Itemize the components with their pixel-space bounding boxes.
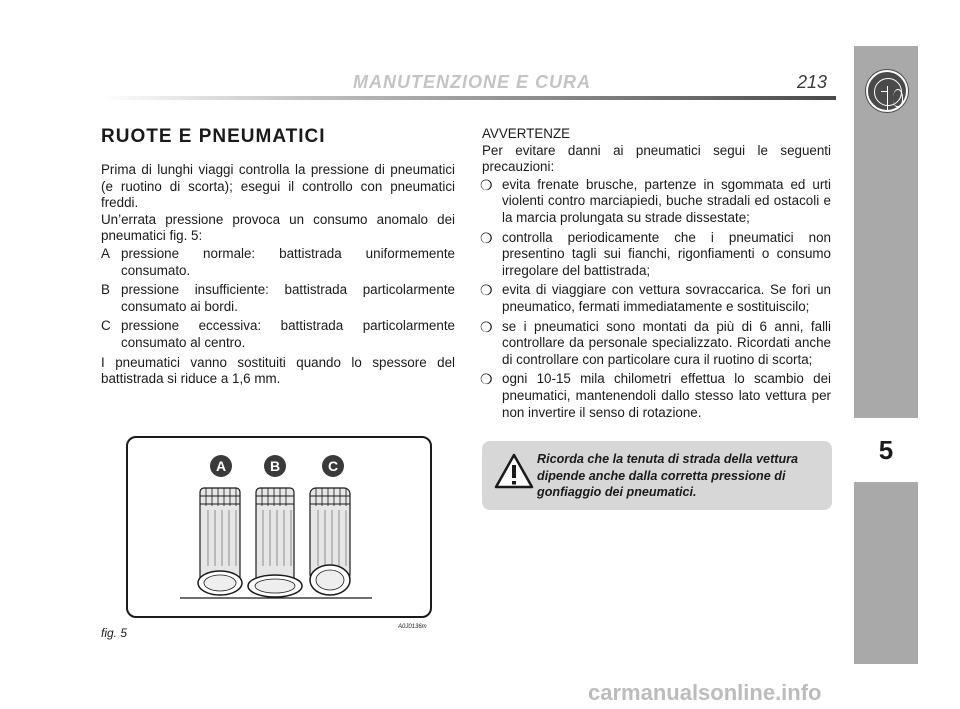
bullet-circle-icon: ❍ [480,318,493,335]
bullet-text: ogni 10-15 mila chilometri effettua lo scambio dei pneumatici, mantenendoli dallo stesso lato vettura per non invertire il senso di rotazione. [502,371,831,420]
warning-box [482,441,832,510]
warnings-heading: AVVERTENZE [482,126,571,141]
label-c: C [327,458,339,474]
bullet-item [482,319,831,369]
bullet-circle-icon: ❍ [480,282,493,299]
bullet-item [482,282,831,315]
tyre-c [310,488,350,595]
bullet-circle-icon: ❍ [480,176,493,193]
brand-logo-icon [866,70,908,112]
chapter-sidebar [854,46,918,664]
warning-text: Ricorda che la tenuta di strada della vettura dipende anche dalla corretta pressione di gonfiaggio dei pneumatici. [537,452,799,499]
bullet-item [482,177,831,227]
header-rule [100,96,836,100]
bullet-circle-icon: ❍ [480,371,493,388]
figure-frame [126,436,432,618]
list-item [101,246,455,279]
intro-paragraph-2: Un’errata pressione provoca un consumo anomalo dei pneumatici fig. 5: [101,211,455,244]
closing-paragraph: I pneumatici vanno sostituiti quando lo spessore del battistrada si riduce a 1,6 mm. [101,354,455,387]
chapter-number[interactable]: 5 [854,418,918,482]
item-text: pressione eccessiva: battistrada particolarmente consumato al centro. [121,318,455,350]
tyre-b [248,488,302,597]
bullet-circle-icon: ❍ [480,229,493,246]
bullet-text: se i pneumatici sono montati da più di 6 anni, falli controllare da personale specializzato. Ricordati anche di controllare con particolare cura il ruotino di scorta; [502,318,831,367]
warnings-intro: Per evitare danni ai pneumatici segui le seguenti precauzioni: [482,142,831,175]
item-text: pressione normale: battistrada uniformemente consumato. [121,245,455,278]
page-number: 213 [797,72,828,92]
list-item [101,318,455,351]
item-letter: A [101,245,110,261]
intro-paragraph: Prima di lunghi viaggi controlla la pressione di pneumatici (e ruotino di scorta); esegui il controllo con pneumatici freddi. [101,162,455,211]
bullet-text: evita frenate brusche, partenze in sgommata ed urti violenti contro marciapiedi, buche stradali ed ostacoli e la marcia prolungata su strade dissestate; [502,176,831,225]
tyre-wear-illustration [128,438,430,616]
figure-caption: fig. 5 [101,626,128,640]
label-b: B [269,458,281,474]
bullet-item [482,371,831,421]
page-header-title: MANUTENZIONE E CURA [353,72,591,92]
label-a: A [215,458,227,474]
bullet-item [482,230,831,280]
right-column [482,126,831,424]
logo-inner-ring [874,78,902,106]
figure-code: A0J0136m [398,624,427,630]
item-text: pressione insufficiente: battistrada particolarmente consumato ai bordi. [121,282,455,314]
label-badge-c [322,455,344,477]
logo-cross-bar [887,86,888,110]
bullet-text: evita di viaggiare con vettura sovraccarica. Se fori un pneumatico, fermati immediatamente e sostituiscilo; [502,282,831,314]
label-badge-b [264,455,286,477]
bullet-text: controlla periodicamente che i pneumatici non presentino tagli sui fianchi, rigonfiamenti o consumo irregolare del battistrada; [502,229,831,278]
logo-serpent [893,89,903,107]
section-title: RUOTE E PNEUMATICI [101,126,326,147]
item-letter: B [101,282,110,298]
left-column [101,162,455,388]
watermark: carmanualsonline.info [588,680,822,705]
item-letter: C [101,318,111,334]
label-badge-a [210,455,232,477]
tyre-a [198,488,242,595]
warning-triangle-icon [494,453,534,489]
logo-cross-arm [881,91,887,92]
list-item [101,282,455,315]
